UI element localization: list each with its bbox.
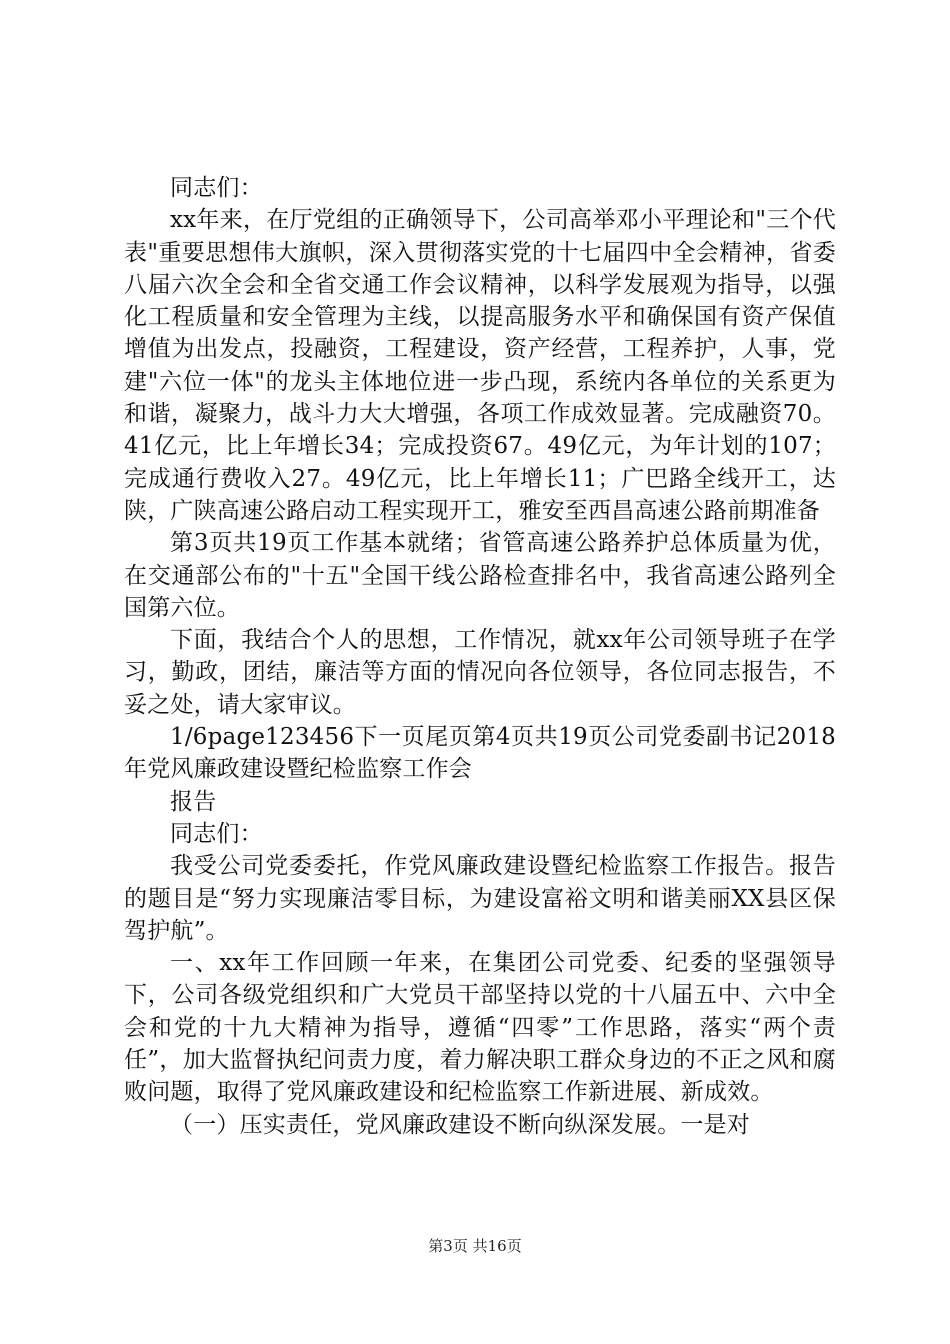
document-body (124, 172, 836, 1141)
paragraph-section-one: （一）压实责任，党风廉政建设不断向纵深发展。一是对 (170, 1111, 750, 1138)
paragraph-review-summary: xx年来，在厅党组的正确领导下，公司高举邓小平理论和"三个代表"重要思想伟大旗帜，深入贯彻落实党的十七届四中全会精神，省委八届六次全会和全省交通工作会议精神，以科学发展观为指导，以强化工程质量和安全管理为主线，以提高服务水平和确保国有资产保值增值为出发点，投融资，工程建设，资产经营，工程养护，人事，党建"六位一体"的龙头主体地位进一步凸现，系统内各单位的关系更为和谐，凝聚力，战斗力大大增强，各项工作成效显著。完成融资70。41亿元，比上年增长34；完成投资67。49亿元，为年计划的107；完成通行费收入27。49亿元，比上年增长11；广巴路全线开工，达陕，广陕高速公路启动工程实现开工，雅安至西昌高速公路前期准备 (124, 207, 836, 524)
page-footer: 第3页 共16页 (428, 1237, 522, 1255)
paragraph-maintenance-ranking: 第3页共19页工作基本就绪；省管高速公路养护总体质量为优，在交通部公布的"十五"全国干线公路检查排名中，我省高速公路列全国第六位。 (124, 530, 836, 621)
salutation-second: 同志们： (170, 820, 263, 847)
salutation: 同志们： (170, 175, 263, 201)
paragraph-page-navigation-title: 1/6page123456下一页尾页第4页共19页公司党委副书记2018年党风廉政建设暨纪检监察工作会 (124, 724, 836, 783)
paragraph-work-review: 一、xx年工作回顾一年来，在集团公司党委、纪委的坚强领导下，公司各级党组织和广大党员干部坚持以党的十八届五中、六中全会和党的十九大精神为指导，遵循“四零”工作思路，落实“两个责任”，加大监督执纪问责力度，着力解决职工群众身边的不正之风和腐败问题，取得了党风廉政建设和纪检监察工作新进展、新成效。 (124, 950, 836, 1106)
paragraph-report-topic: 我受公司党委委托，作党风廉政建设暨纪检监察工作报告。报告的题目是“努力实现廉洁零目标，为建设富裕文明和谐美丽XX县区保驾护航”。 (124, 853, 836, 944)
paragraph-report-intro: 下面，我结合个人的思想，工作情况，就xx年公司领导班子在学习，勤政，团结，廉洁等方面的情况向各位领导，各位同志报告，不妥之处，请大家审议。 (124, 627, 836, 718)
paragraph-report-heading: 报告 (170, 788, 217, 815)
